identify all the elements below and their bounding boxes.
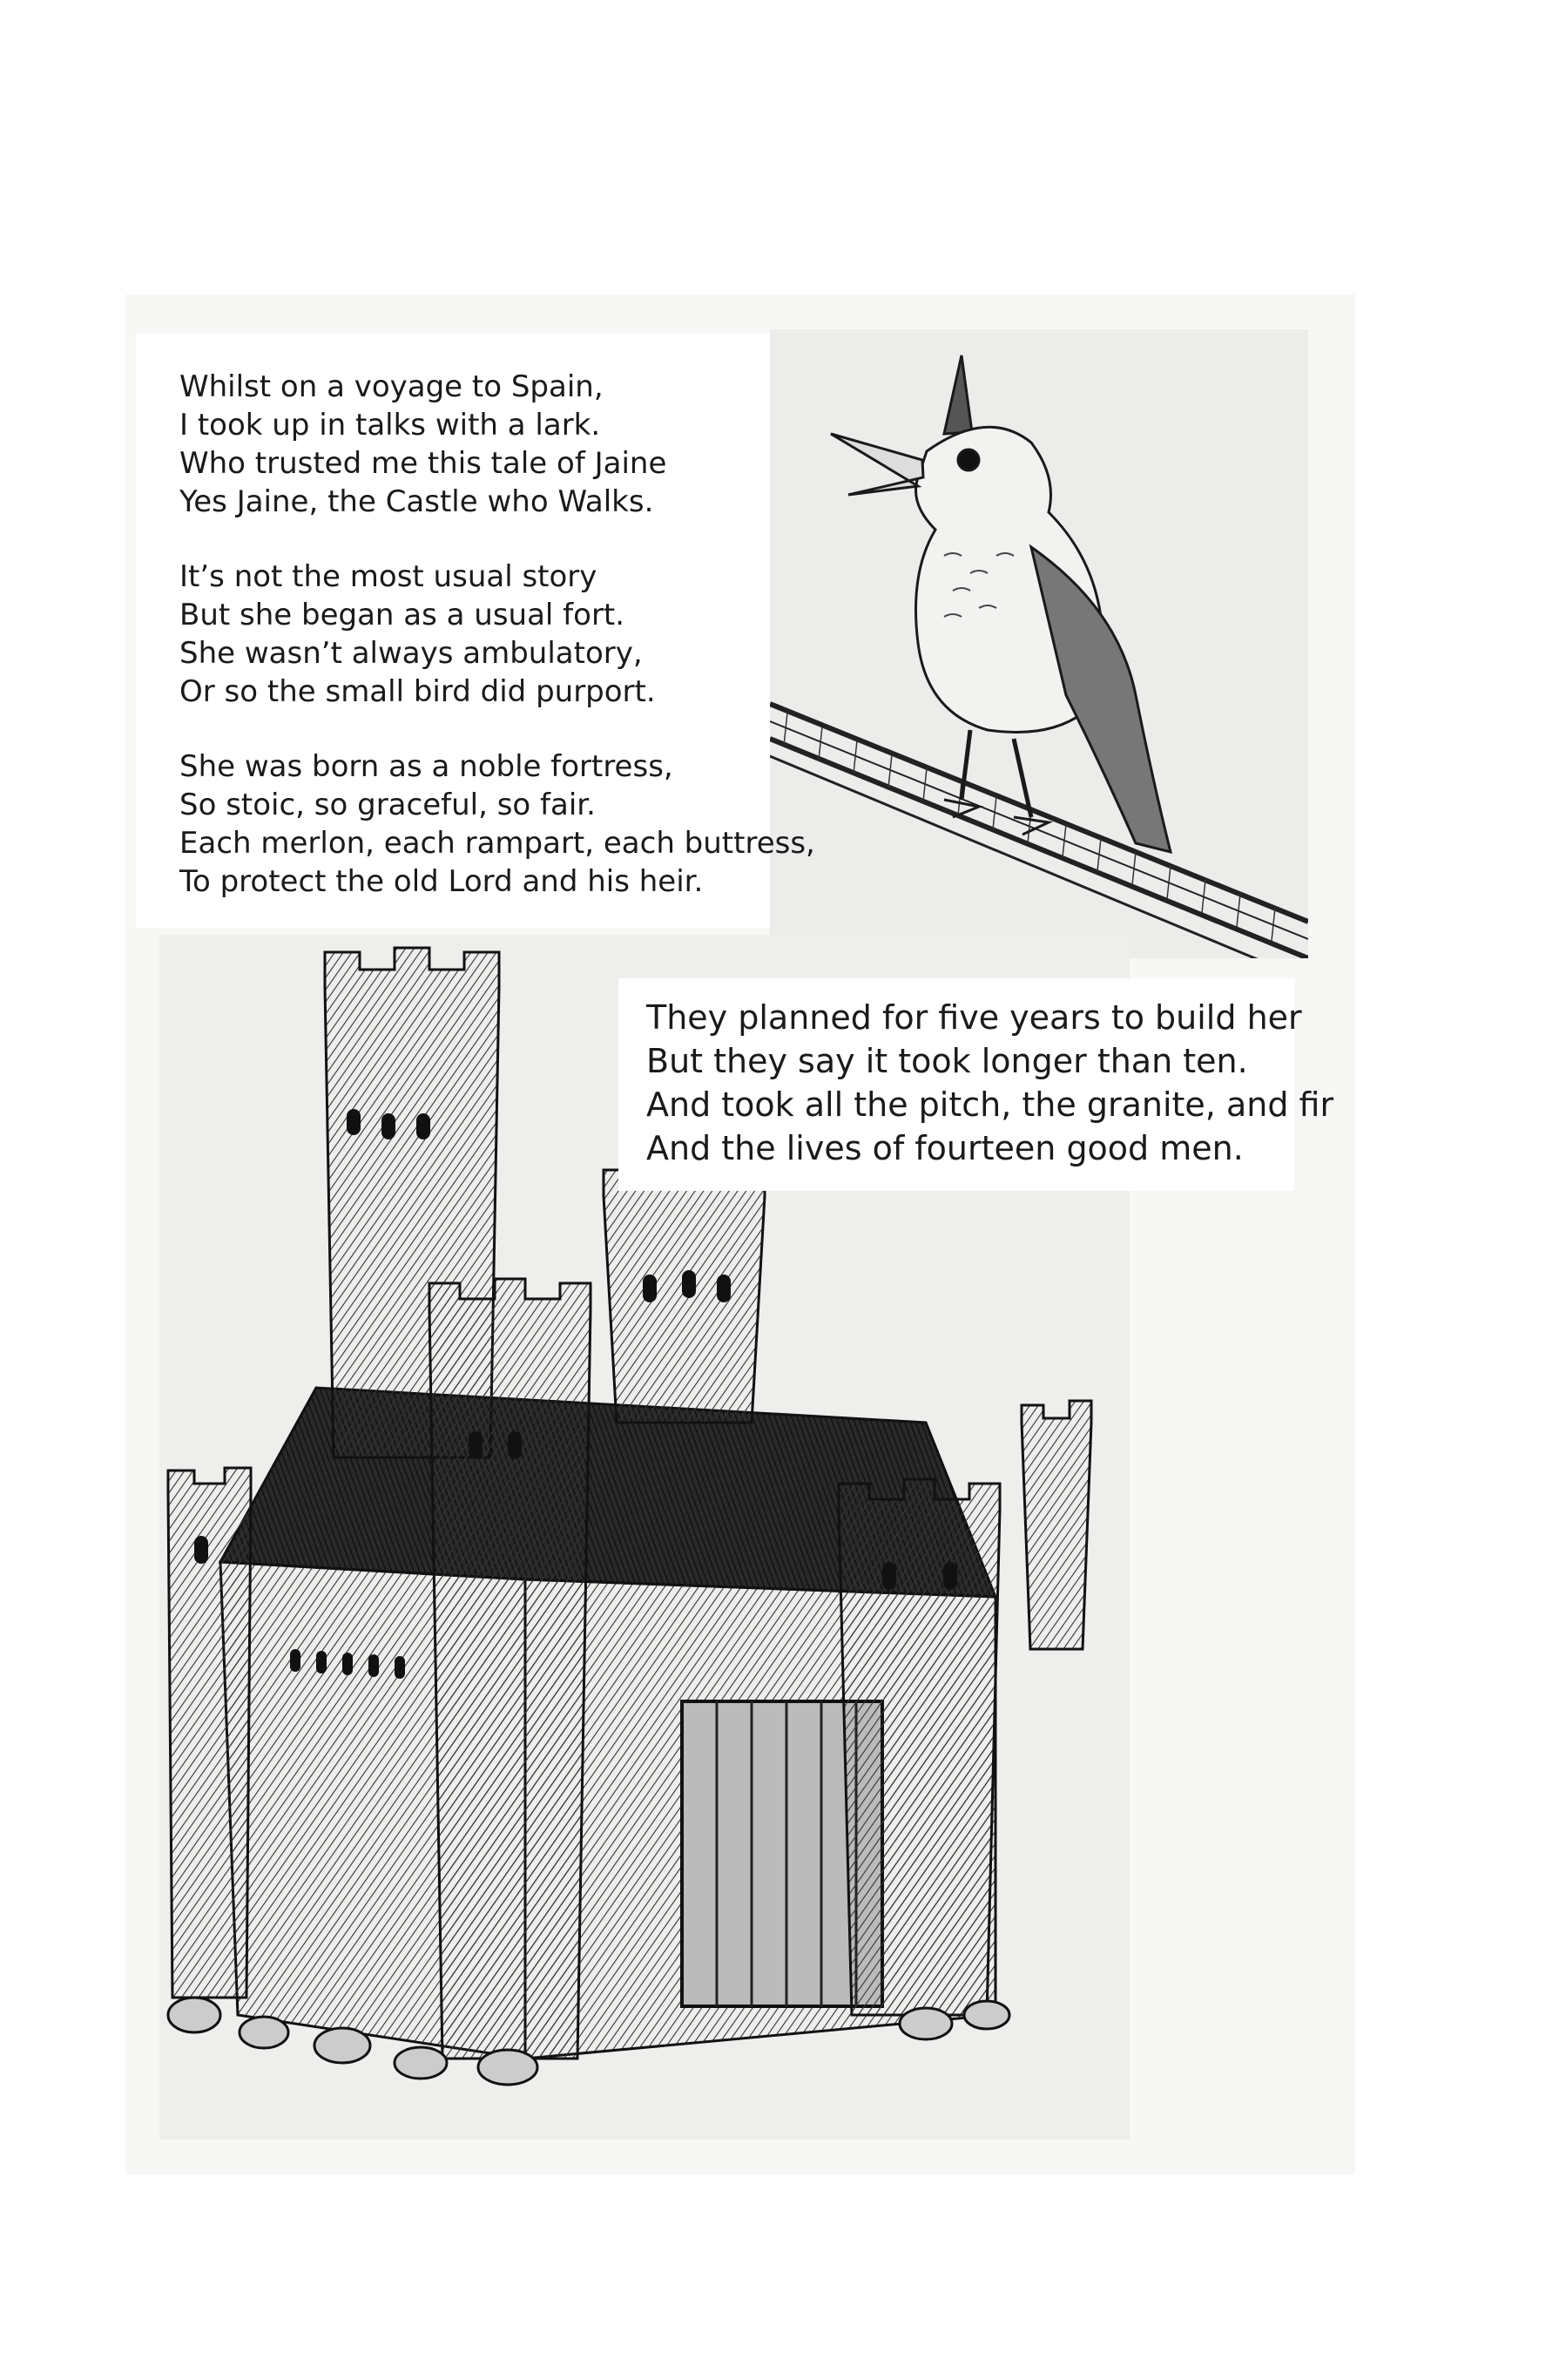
poem-stanzas-box [136,333,815,928]
lark [831,355,1171,852]
caption-stanza [646,996,1333,1170]
poem-line: Whilst on a voyage to Spain, [179,369,604,404]
caption-line: They planned for five years to build her [646,998,1302,1037]
poem-line: I took up in talks with a lark. [179,408,601,443]
caption-line: And the lives of fourteen good men. [646,1129,1244,1167]
caption-box [618,978,1334,1191]
poem-line: Each merlon, each rampart, each buttress, [179,826,815,861]
rail [770,704,1308,958]
poem-line: It’s not the most usual story [179,559,597,594]
stanza-1 [179,368,666,521]
poem-line: She wasn’t always ambulatory, [179,636,643,671]
poem-line: Or so the small bird did purport. [179,674,656,709]
poem-line: So stoic, so graceful, so fair. [179,788,596,822]
front-tower [429,1279,591,2059]
poem-line: Yes Jaine, the Castle who Walks. [179,484,654,519]
caption-line: And took all the pitch, the granite, and fir [646,1085,1334,1124]
poem-line: She was born as a noble fortress, [179,749,673,784]
poem-line: Who trusted me this tale of Jaine [179,446,667,481]
caption-line: But they say it took longer than ten. [646,1042,1248,1080]
right-tower [839,1479,1000,2015]
left-tower [168,1468,251,1998]
lark-illustration [770,329,1308,958]
poem-line: But she began as a usual fort. [179,598,625,632]
poem-line: To protect the old Lord and his heir. [179,864,704,899]
stanza-2 [179,558,656,711]
stanza-3 [179,747,815,901]
